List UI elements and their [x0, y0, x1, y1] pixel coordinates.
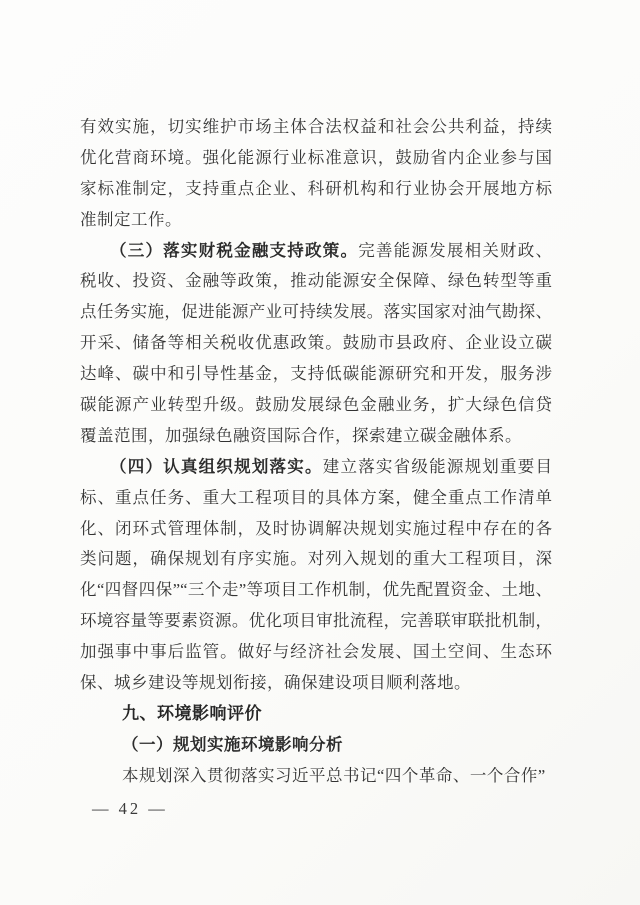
body-line: 优化营商环境。强化能源行业标准意识，鼓励省内企业参与国	[80, 147, 552, 167]
body-line: 准制定工作。	[80, 209, 182, 229]
body-line: 保、城乡建设等规划衔接，确保建设项目顺利落地。	[80, 673, 471, 693]
body-line: 标、重点任务、重大工程项目的具体方案，健全重点工作清单	[80, 487, 552, 507]
body-line: 开采、储备等相关税收优惠政策。鼓励市县政府、企业设立碳	[80, 333, 552, 353]
body-line: 环境容量等要素资源。优化项目审批流程，完善联审联批机制，	[80, 611, 552, 631]
body-line: 点任务实施，促进能源产业可持续发展。落实国家对油气勘探、	[80, 302, 552, 322]
body-line: 覆盖范围，加强绿色融资国际合作，探索建立碳金融体系。	[80, 425, 522, 445]
body-line: 加强事中事后监管。做好与经济社会发展、国土空间、生态环	[80, 642, 552, 662]
paragraph-heading: （三）落实财税金融支持政策。	[110, 240, 359, 260]
paragraph-heading-line	[80, 452, 552, 483]
paragraph-heading-line	[80, 236, 552, 267]
body-line: 类问题，确保规划有序实施。对列入规划的重大工程项目，深	[80, 549, 552, 569]
body-line: 有效实施，切实维护市场主体合法权益和社会公共利益，持续	[80, 117, 552, 136]
body-text: 完善能源发展相关财政、	[358, 240, 553, 260]
document-body	[80, 112, 552, 792]
body-line: 碳能源产业转型升级。鼓励发展绿色金融业务，扩大绿色信贷	[80, 395, 552, 415]
body-line: 税收、投资、金融等政策，推动能源安全保障、绿色转型等重	[80, 271, 552, 291]
section-heading: 九、环境影响评价	[122, 703, 262, 723]
subsection-heading: （一）规划实施环境影响分析	[122, 734, 343, 754]
page-number: — 42 —	[92, 799, 168, 818]
body-line: 化、闭环式管理体制，及时协调解决规划实施过程中存在的各	[80, 518, 552, 538]
body-line: 达峰、碳中和引导性基金，支持低碳能源研究和开发，服务涉	[80, 364, 552, 384]
paragraph-heading: （四）认真组织规划落实。	[110, 456, 323, 476]
body-line: 家标准制定，支持重点企业、科研机构和行业协会开展地方标	[80, 178, 552, 198]
body-line: 本规划深入贯彻落实习近平总书记“四个革命、一个合作”	[122, 765, 546, 785]
body-text: 建立落实省级能源规划重要目	[322, 456, 553, 476]
body-line: 化“四督四保”“三个走”等项目工作机制，优先配置资金、土地、	[80, 580, 552, 600]
